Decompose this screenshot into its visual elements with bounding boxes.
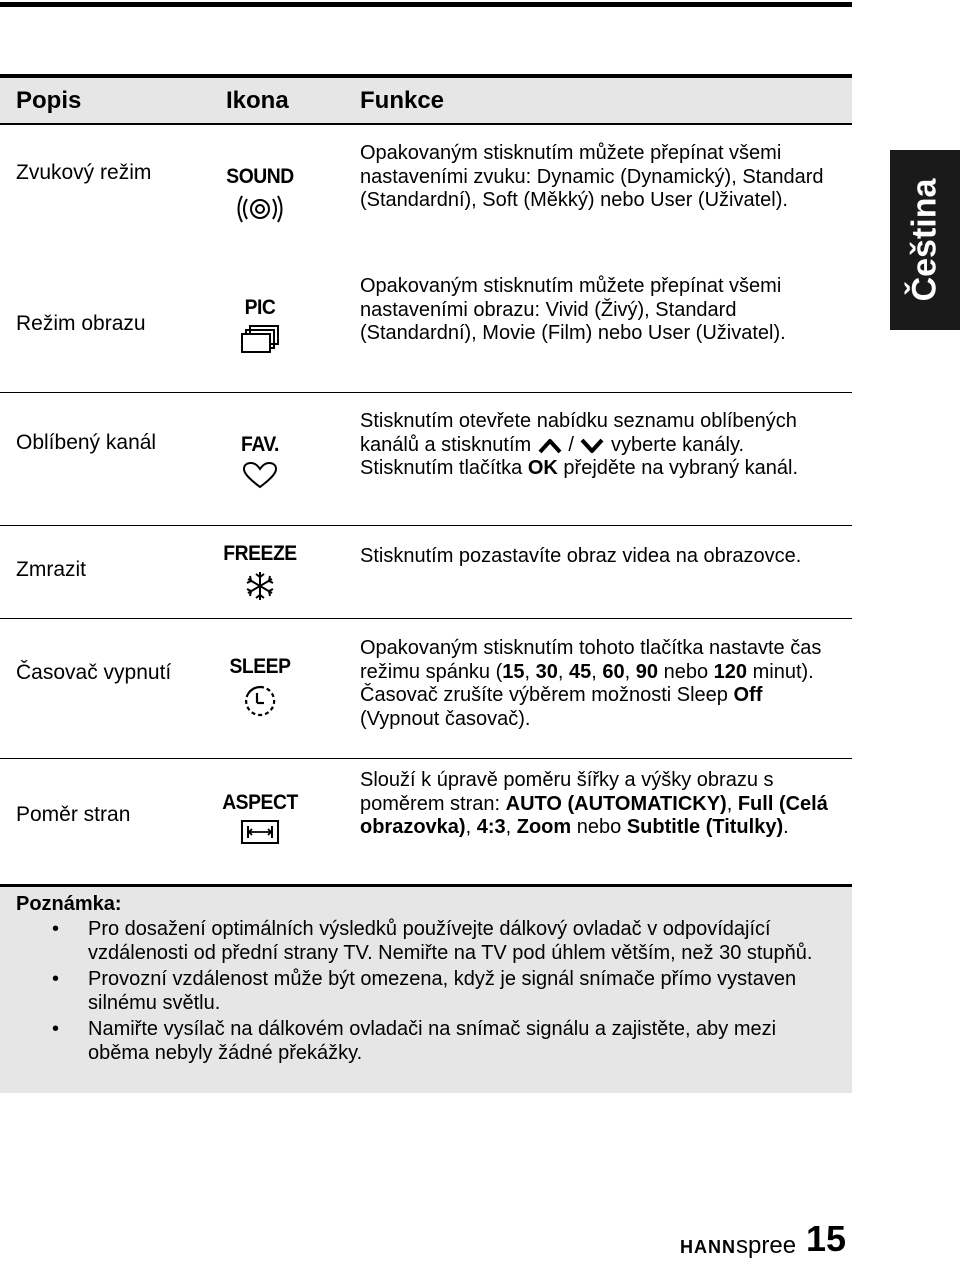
row-description: Oblíbený kanál [16,431,157,454]
bullet: • [52,1018,60,1040]
function-value: AUTO (AUTOMATICKY) [505,792,727,815]
row-icon-cell [204,542,316,602]
row-icon-cell [204,655,316,719]
table-row-favorite [0,393,852,526]
function-text: Stisknutím otevřete nabídku seznamu oblíbených kanálů a stisknutím [360,410,797,456]
aspect-button-label: ASPECT [222,791,298,814]
row-function: Opakovaným stisknutím tohoto tlačítka nastavte čas režimu spánku (15, 30, 45, 60, 90 nebo 120 minut). Časovač zrušíte výběrem možnosti Sleep Off (Vypnout časovač). [360,637,822,730]
function-text: minut). [752,660,814,683]
function-value: 60 [602,660,625,683]
note-list [0,917,830,1067]
note-box [0,884,852,1093]
bullet: • [52,918,60,940]
function-value: 15 [502,660,525,683]
sound-wave-icon [235,193,285,225]
snowflake-icon [244,570,276,602]
function-value: 30 [535,660,558,683]
page-number: 15 [806,1218,847,1259]
table-row-aspect [0,759,852,869]
brand-logo [680,1232,796,1260]
chevron-down-icon [579,437,605,455]
row-function: Stisknutím pozastavíte obraz videa na obrazovce. [360,545,802,567]
function-text: vyberte kanály. Stisknutím tlačítka [360,433,745,479]
row-description: Zmrazit [16,558,86,581]
note-item [0,967,830,1015]
sound-button-label: SOUND [226,165,294,188]
row-icon-cell [204,433,316,489]
table-header [0,74,852,125]
table-row-picture [0,258,852,393]
sleep-timer-icon [242,683,278,719]
row-icon-cell [204,165,316,225]
note-title: Poznámka: [16,893,122,915]
bullet: • [52,968,60,990]
function-text: / [568,433,574,456]
function-text: (Vypnout časovač). [360,707,531,730]
fav-button-label: FAV. [241,433,279,456]
table-row-freeze [0,526,852,619]
row-icon-cell [204,296,316,354]
function-value: 45 [569,660,592,683]
table-row-sleep [0,619,852,759]
function-value: Subtitle (Titulky) [626,816,784,838]
freeze-button-label: FREEZE [223,542,297,565]
function-text: nebo [576,816,622,838]
chevron-up-icon [537,437,563,455]
row-function: Opakovaným stisknutím můžete přepínat všemi nastaveními obrazu: Vivid (Živý), Standard (Standardní), Movie (Film) nebo User (Uživatel). [360,275,786,344]
brand-bold: HANN [680,1237,736,1257]
row-icon-cell [204,791,316,845]
ok-label: OK [527,457,558,479]
function-value: 120 [713,660,748,683]
header-icon: Ikona [226,87,289,114]
note-item-text: Namiřte vysílač na dálkovém ovladači na snímač signálu a zajistěte, aby mezi oběma nebyly žádné překážky. [88,1018,777,1064]
note-item-text: Pro dosažení optimálních výsledků používejte dálkový ovladač v odpovídající vzdálenosti od přední strany TV. Nemiřte na TV pod úhlem větším, než 30 stupňů. [88,918,813,964]
row-description: Poměr stran [16,803,131,826]
row-function: Slouží k úpravě poměru šířky a výšky obrazu s poměrem stran: AUTO (AUTOMATICKY), Full (Celá obrazovka), 4:3, Zoom nebo Subtitle (Titulky). [360,769,828,838]
function-text: Opakovaným stisknutím tohoto tlačítka nastavte čas režimu spánku ( [360,637,822,683]
note-item [0,1017,830,1065]
row-function [360,410,840,481]
brand-light: spree [736,1232,797,1259]
header-description: Popis [16,87,82,114]
function-value: Full (Celá obrazovka) [360,792,828,838]
function-text: Časovač zrušíte výběrem možnosti Sleep [360,684,728,706]
row-description: Zvukový režim [16,161,152,184]
function-value: Off [733,684,763,706]
function-text: Slouží k úpravě poměru šířky a výšky obrazu s poměrem stran: [360,769,774,815]
row-description: Časovač vypnutí [16,661,172,684]
table-row-sound [0,125,852,258]
function-value: 4:3 [476,816,506,838]
pic-button-label: PIC [244,296,276,319]
row-description: Režim obrazu [16,312,146,335]
top-rule [0,2,852,7]
row-function: Opakovaným stisknutím můžete přepínat všemi nastaveními zvuku: Dynamic (Dynamický), Standard (Standardní), Soft (Měkký) nebo User (Uživatel). [360,142,824,211]
language-tab [890,150,960,330]
note-item-text: Provozní vzdálenost může být omezena, když je signál snímače přímo vystaven silnému světlu. [88,968,797,1014]
sleep-button-label: SLEEP [229,655,291,678]
function-value: 90 [635,660,659,683]
function-text: přejděte na vybraný kanál. [563,457,798,479]
heart-icon [242,461,278,489]
language-tab-label: Čeština [905,178,944,302]
function-value: Zoom [516,816,572,838]
note-item [0,917,830,965]
function-text: nebo [663,660,709,683]
remote-buttons-table [0,74,852,869]
picture-frames-icon [238,324,282,354]
header-function: Funkce [360,87,445,114]
aspect-ratio-icon [240,819,280,845]
